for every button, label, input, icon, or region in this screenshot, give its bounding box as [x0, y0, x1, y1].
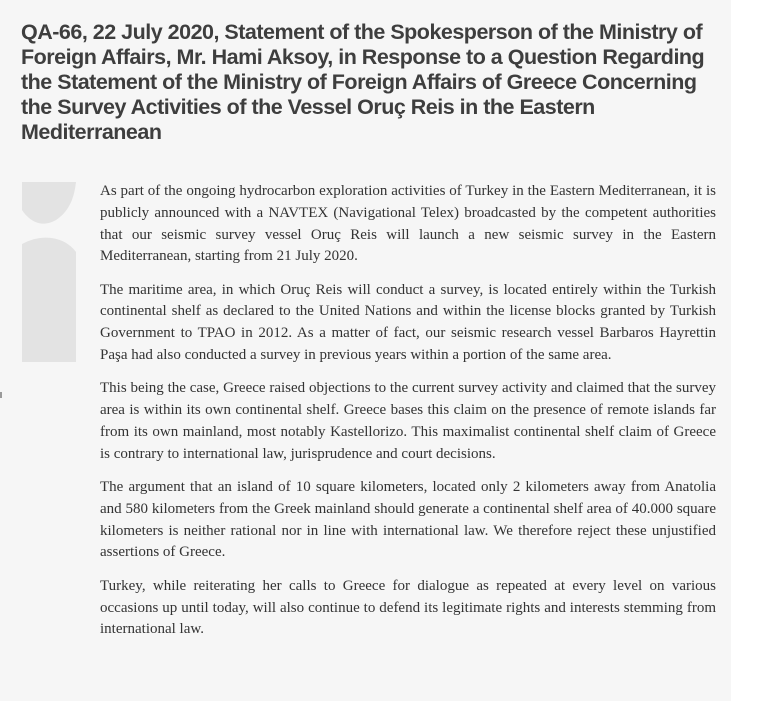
edge-marker [0, 392, 2, 398]
paragraph: Turkey, while reiterating her calls to Greece for dialogue as repeated at every level on various occasions up until today, will also continue to defend its legitimate rights and interests stemming from international law. [100, 577, 716, 638]
scrollbar-gutter [731, 0, 759, 701]
paragraph: The argument that an island of 10 square kilometers, located only 2 kilometers away from Anatolia and 580 kilometers from the Greek mainland should generate a continental shelf area of 40.000 square kilometers is neither rational nor in line with international law. We therefore reject these unjustified assertions of Greece. [100, 479, 716, 561]
paragraph: This being the case, Greece raised objections to the current survey activity and claimed that the survey area is within its own continental shelf. Greece bases this claim on the presence of remote islands far from its own mainland, most notably Kastellorizo. This maximalist continental shelf claim of Greece is contrary to international law, jurisprudence and court decisions. [100, 380, 716, 462]
document-title: QA-66, 22 July 2020, Statement of the Spokesperson of the Ministry of Foreign Affairs, Mr. Hami Aksoy, in Response to a Question Regarding the Statement of the Ministry of Foreign Affairs of Greece Concerning the Survey Activities of the Vessel Oruç Reis in the Eastern Mediterranean [21, 20, 705, 144]
statement-body [100, 181, 716, 653]
paragraph: As part of the ongoing hydrocarbon exploration activities of Turkey in the Eastern Mediterranean, it is publicly announced with a NAVTEX (Navigational Telex) broadcasted by the competent authorities that our seismic survey vessel Oruç Reis will launch a new seismic survey in the Eastern Mediterranean, starting from 21 July 2020. [100, 183, 716, 265]
info-i-watermark-icon [22, 182, 78, 362]
paragraph: The maritime area, in which Oruç Reis will conduct a survey, is located entirely within the Turkish continental shelf as declared to the United Nations and within the license blocks granted by Turkish Government to TPAO in 2012. As a matter of fact, our seismic research vessel Barbaros Hayrettin Paşa had also conducted a survey in previous years within a portion of the same area. [100, 281, 716, 364]
